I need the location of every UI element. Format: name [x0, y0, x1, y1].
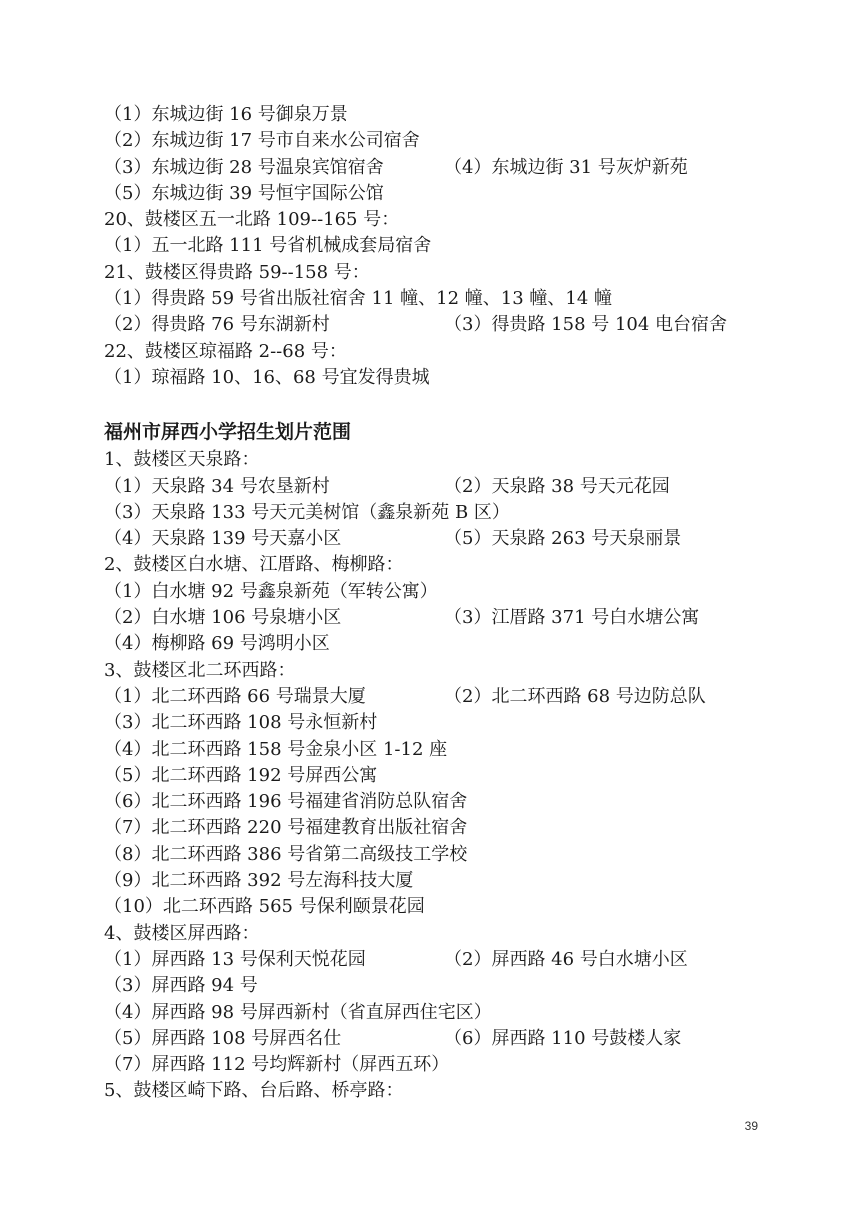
list-entry: （6）北二环西路 196 号福建省消防总队宿舍 — [104, 791, 468, 813]
list-entry: （2）东城边街 17 号市自来水公司宿舍 — [104, 130, 420, 152]
list-line — [104, 552, 784, 578]
list-line — [104, 312, 784, 338]
list-line — [104, 1052, 784, 1078]
list-line — [104, 447, 784, 473]
list-entry: （7）屏西路 112 号均辉新村（屏西五环） — [104, 1054, 450, 1076]
list-entry: 4、鼓楼区屏西路： — [104, 922, 260, 944]
list-line — [104, 605, 784, 631]
list-line — [104, 260, 784, 286]
list-entry: （3）天泉路 133 号天元美树馆（鑫泉新苑 B 区） — [104, 501, 510, 523]
list-entry: 5、鼓楼区崎下路、台后路、桥亭路： — [104, 1080, 404, 1102]
list-entry: （4）东城边街 31 号灰炉新苑 — [444, 156, 688, 178]
list-line — [104, 286, 784, 312]
list-line — [104, 973, 784, 999]
list-line — [104, 789, 784, 815]
enrollment-zone-list — [104, 447, 784, 1104]
list-entry: （8）北二环西路 386 号省第二高级技工学校 — [104, 843, 468, 865]
list-line — [104, 155, 784, 181]
list-entry: （9）北二环西路 392 号左海科技大厦 — [104, 870, 414, 892]
list-line — [104, 233, 784, 259]
list-line — [104, 339, 784, 365]
list-entry: （3）江厝路 371 号白水塘公寓 — [444, 607, 700, 629]
list-entry: （1）白水塘 92 号鑫泉新苑（军转公寓） — [104, 580, 438, 602]
list-entry: （10）北二环西路 565 号保利颐景花园 — [104, 896, 425, 918]
list-line — [104, 102, 784, 128]
list-line — [104, 526, 784, 552]
list-entry: （2）天泉路 38 号天元花园 — [444, 475, 670, 497]
list-line — [104, 684, 784, 710]
previous-section-list — [104, 102, 784, 391]
list-line — [104, 815, 784, 841]
list-entry: 1、鼓楼区天泉路： — [104, 449, 260, 471]
list-line — [104, 894, 784, 920]
document-content — [104, 102, 784, 1105]
list-line — [104, 868, 784, 894]
list-entry: （4）天泉路 139 号天嘉小区 — [104, 528, 342, 550]
list-line — [104, 579, 784, 605]
list-line — [104, 474, 784, 500]
list-entry: （1）屏西路 13 号保利天悦花园 — [104, 948, 366, 970]
list-line — [104, 631, 784, 657]
section-title: 福州市屏西小学招生划片范围 — [104, 421, 352, 444]
list-line — [104, 181, 784, 207]
list-line — [104, 207, 784, 233]
list-entry: （1）东城边街 16 号御泉万景 — [104, 104, 348, 125]
list-entry: （4）北二环西路 158 号金泉小区 1-12 座 — [104, 738, 448, 760]
list-entry: （5）屏西路 108 号屏西名仕 — [104, 1027, 342, 1049]
list-entry: （1）五一北路 111 号省机械成套局宿舍 — [104, 235, 432, 257]
list-entry: （2）北二环西路 68 号边防总队 — [444, 685, 706, 707]
list-line — [104, 842, 784, 868]
list-entry: （1）天泉路 34 号农垦新村 — [104, 475, 330, 497]
list-entry: （6）屏西路 110 号鼓楼人家 — [444, 1027, 682, 1049]
list-line — [104, 500, 784, 526]
list-entry: （5）东城边街 39 号恒宇国际公馆 — [104, 182, 384, 204]
list-line — [104, 128, 784, 154]
list-line — [104, 1026, 784, 1052]
list-entry: （2）得贵路 76 号东湖新村 — [104, 314, 330, 336]
list-line — [104, 737, 784, 763]
list-entry: 20、鼓楼区五一北路 109--165 号： — [104, 209, 400, 231]
list-entry: （2）屏西路 46 号白水塘小区 — [444, 948, 688, 970]
list-entry: （3）得贵路 158 号 104 电台宿舍 — [444, 314, 728, 336]
list-entry: （4）梅柳路 69 号鸿明小区 — [104, 633, 330, 655]
list-entry: （1）得贵路 59 号省出版社宿舍 11 幢、12 幢、13 幢、14 幢 — [104, 288, 613, 310]
list-entry: （5）天泉路 263 号天泉丽景 — [444, 528, 682, 550]
list-entry: （3）东城边街 28 号温泉宾馆宿舍 — [104, 156, 384, 178]
list-entry: （1）琼福路 10、16、68 号宜发得贵城 — [104, 366, 430, 388]
list-line — [104, 365, 784, 391]
list-entry: （1）北二环西路 66 号瑞景大厦 — [104, 685, 366, 707]
page-number: 39 — [744, 1119, 758, 1133]
list-entry: （2）白水塘 106 号泉塘小区 — [104, 607, 342, 629]
list-entry: 21、鼓楼区得贵路 59--158 号： — [104, 261, 370, 283]
list-line — [104, 763, 784, 789]
list-line — [104, 710, 784, 736]
list-line — [104, 947, 784, 973]
list-entry: 3、鼓楼区北二环西路： — [104, 659, 296, 681]
list-entry: （3）北二环西路 108 号永恒新村 — [104, 712, 378, 734]
list-entry: （5）北二环西路 192 号屏西公寓 — [104, 764, 378, 786]
list-entry: （3）屏西路 94 号 — [104, 975, 258, 997]
list-entry: （4）屏西路 98 号屏西新村（省直屏西住宅区） — [104, 1001, 492, 1023]
list-line — [104, 1000, 784, 1026]
list-entry: 2、鼓楼区白水塘、江厝路、梅柳路： — [104, 554, 404, 576]
list-line — [104, 1078, 784, 1104]
list-entry: （7）北二环西路 220 号福建教育出版社宿舍 — [104, 817, 468, 839]
list-entry: 22、鼓楼区琼福路 2--68 号： — [104, 340, 347, 362]
list-line — [104, 658, 784, 684]
list-line — [104, 921, 784, 947]
